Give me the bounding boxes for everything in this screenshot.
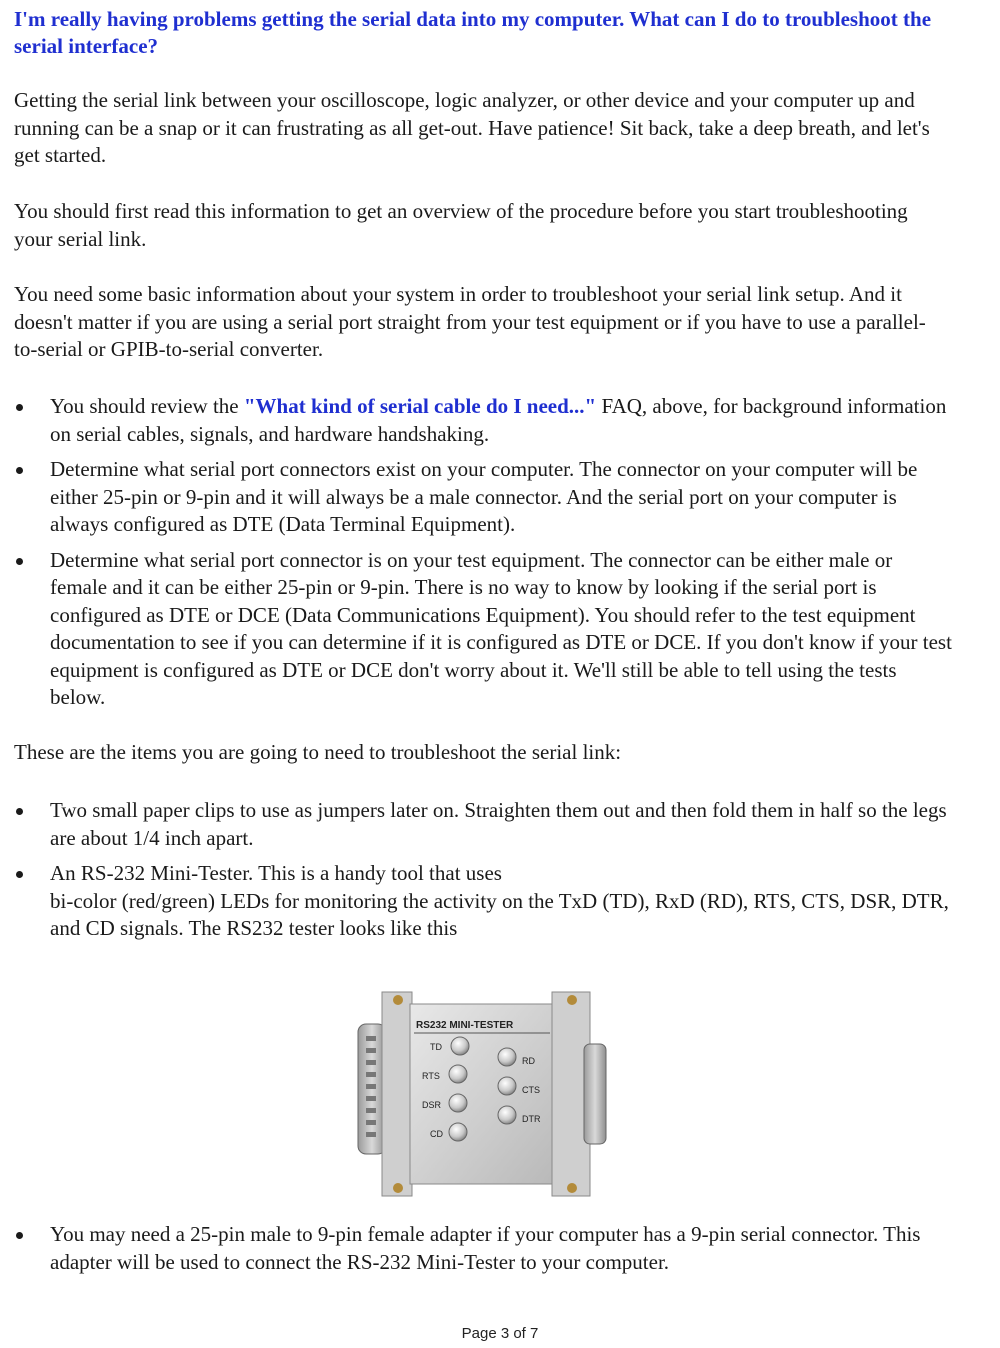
overview-paragraph: You should first read this information to get an overview of the procedure before you start troubleshooting your serial link.: [14, 199, 908, 251]
list-item: [14, 456, 954, 539]
intro-paragraph: Getting the serial link between your oscilloscope, logic analyzer, or other device and your computer up and running can be a snap or it can frustrating as all get-out. Have patience! Sit back, take a deep breath, and let's get started.: [14, 88, 930, 167]
led-label-td: TD: [430, 1042, 442, 1052]
bullet-icon: [16, 404, 23, 411]
tester-label: RS232 MINI-TESTER: [416, 1020, 514, 1031]
bullet-icon: [16, 558, 23, 565]
equipment-connector-text: Determine what serial port connector is on your test equipment. The connector can be either male or female and it can be either 25-pin or 9-pin. There is no way to know by looking if the serial port is configured as DTE or DCE (Data Communications Equipment). You should refer to the test equipment documentation to see if you can determine if it is configured as DTE or DCE. If you don't know if your test equipment is configured as DTE or DCE don't worry about it. We'll still be able to tell using the tests below.: [50, 547, 952, 709]
list-item: [14, 547, 954, 712]
led-icon: [449, 1123, 467, 1141]
bullet-icon: [16, 1232, 23, 1239]
bullet-icon: [16, 871, 23, 878]
adapter-text: You may need a 25-pin male to 9-pin female adapter if your computer has a 9-pin serial connector. This adapter will be used to connect the RS-232 Mini-Tester to your computer.: [50, 1222, 921, 1274]
serial-cable-faq-link[interactable]: "What kind of serial cable do I need...": [243, 394, 597, 418]
left-shell: [382, 992, 412, 1196]
led-icon: [449, 1065, 467, 1083]
led-icon: [498, 1106, 516, 1124]
faq-question-heading: I'm really having problems getting the serial data into my computer. What can I do to troubleshoot the serial interface?: [14, 7, 932, 58]
computer-connector-text: Determine what serial port connectors exist on your computer. The connector on your computer will be either 25-pin or 9-pin and it will always be a male connector. And the serial port on your computer is always configured as DTE (Data Terminal Equipment).: [50, 457, 918, 536]
led-icon: [498, 1048, 516, 1066]
page-number: Page 3 of 7: [461, 1325, 539, 1342]
led-label-rts: RTS: [422, 1071, 440, 1081]
connector-pins: [366, 1036, 376, 1137]
rs232-mini-tester-image: [352, 984, 612, 1202]
items-list: [14, 797, 954, 951]
led-icon: [449, 1094, 467, 1112]
review-text-after: FAQ, above, for background information on serial cables, signals, and hardware handshaking.: [50, 394, 947, 446]
items-intro-paragraph: These are the items you are going to need to troubleshoot the serial link:: [14, 740, 622, 764]
bullet-icon: [16, 808, 23, 815]
led-label-rd: RD: [522, 1056, 535, 1066]
adapter-list: [14, 1221, 954, 1284]
list-item: [14, 1221, 954, 1276]
tester-text-line1: An RS-232 Mini-Tester. This is a handy tool that uses: [50, 861, 502, 885]
led-label-dsr: DSR: [422, 1100, 442, 1110]
bullet-icon: [16, 467, 23, 474]
led-label-cd: CD: [430, 1129, 443, 1139]
paper-clips-text: Two small paper clips to use as jumpers later on. Straighten them out and then fold them in half so the legs are about 1/4 inch apart.: [50, 798, 947, 850]
led-icon: [498, 1077, 516, 1095]
list-item: [14, 860, 954, 943]
list-item: [14, 393, 954, 448]
prerequisites-list: [14, 393, 954, 720]
review-text-before: You should review the: [50, 394, 244, 418]
led-label-cts: CTS: [522, 1085, 540, 1095]
tester-text-line2: bi-color (red/green) LEDs for monitoring the activity on the TxD (TD), RxD (RD), RTS, CTS, DSR, DTR, and CD signals. The RS232 tester looks like this: [50, 888, 949, 940]
led-label-dtr: DTR: [522, 1114, 541, 1124]
list-item: [14, 797, 954, 852]
right-connector: [584, 1044, 606, 1144]
basic-info-paragraph: You need some basic information about your system in order to troubleshoot your serial link setup. And it doesn't matter if you are using a serial port straight from your test equipment or if you have to use a parallel-to-serial or GPIB-to-serial converter.: [14, 282, 926, 361]
led-icon: [451, 1037, 469, 1055]
